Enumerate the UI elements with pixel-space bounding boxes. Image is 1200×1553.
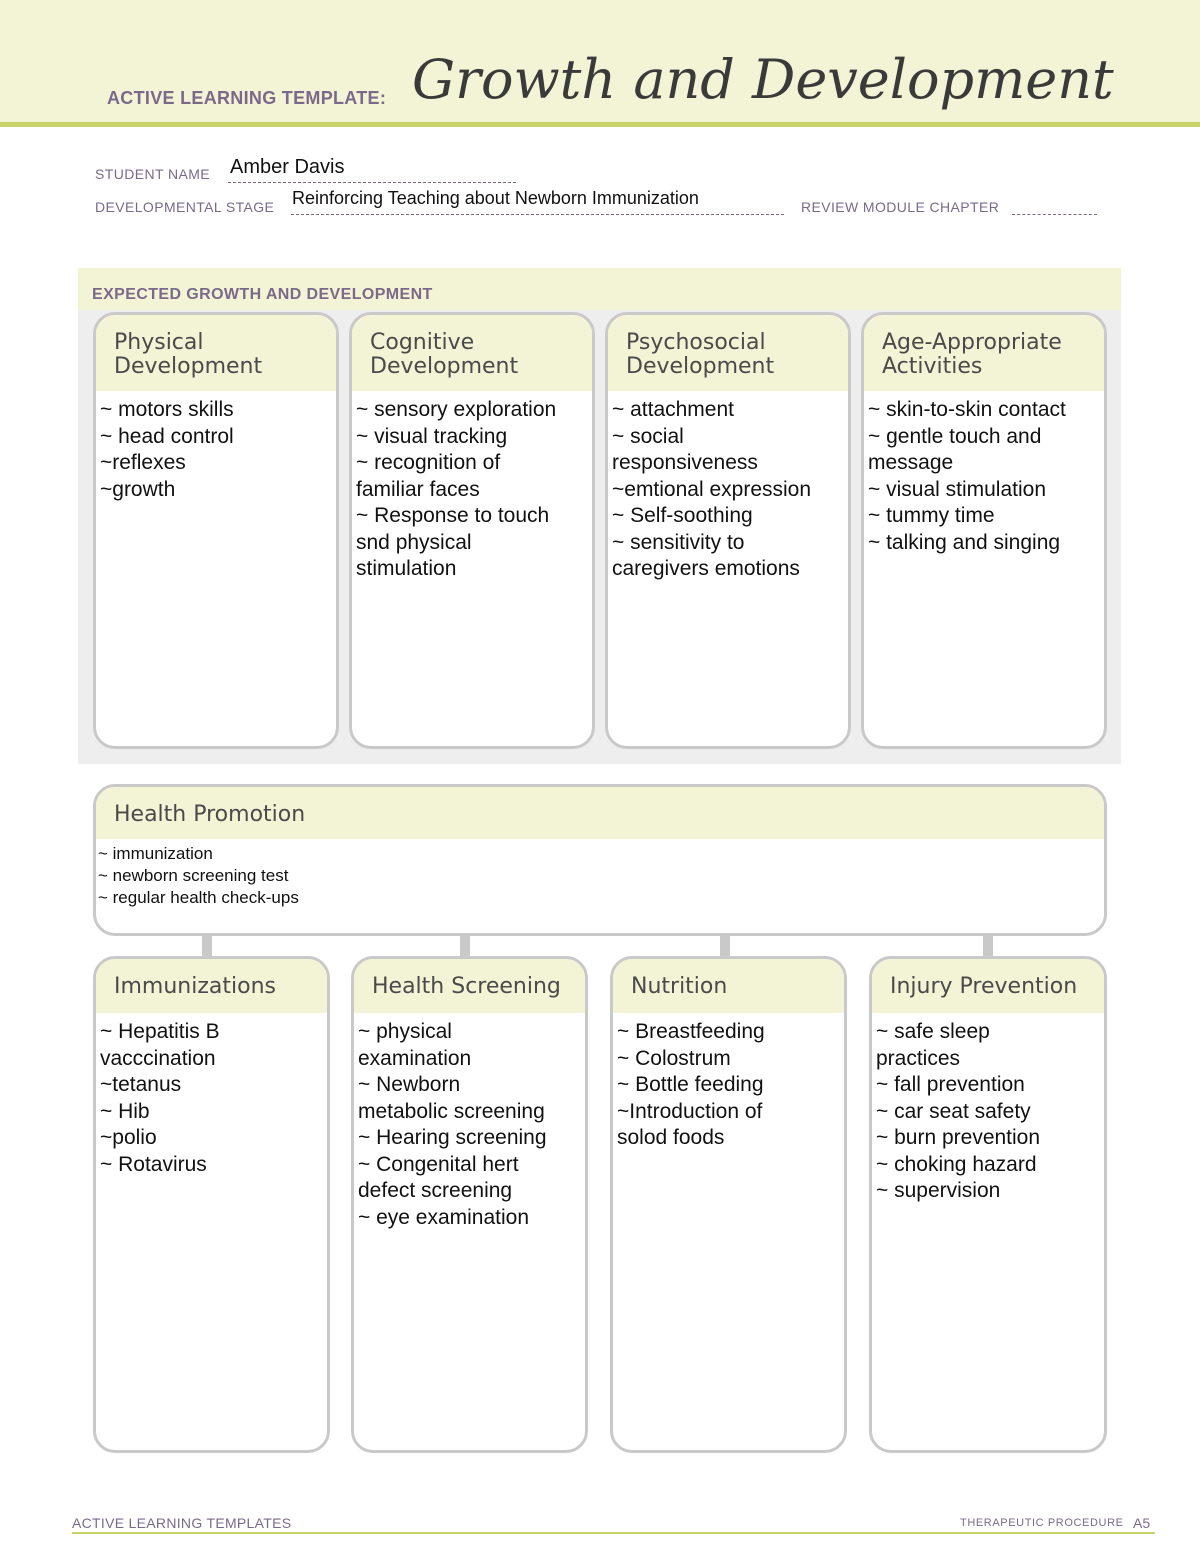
text-line: ~ Hearing screening xyxy=(358,1126,547,1149)
box-title-line2: Development xyxy=(626,354,775,379)
text-line: ~ Newborn xyxy=(358,1073,461,1096)
text-line: ~ Bottle feeding xyxy=(617,1073,764,1096)
injury-prevention-text[interactable] xyxy=(872,1013,1104,1205)
text-line: ~ supervision xyxy=(876,1179,1001,1202)
text-line: practices xyxy=(876,1046,961,1070)
text-line: ~ visual stimulation xyxy=(868,477,1046,501)
injury-prevention-box xyxy=(869,956,1107,1453)
header-divider xyxy=(0,122,1200,127)
box-title-line1: Physical xyxy=(114,330,204,355)
text-line: ~polio xyxy=(100,1126,157,1149)
health-screening-box xyxy=(351,956,588,1453)
student-name-field[interactable]: Amber Davis xyxy=(230,156,345,178)
box-title-line1: Cognitive xyxy=(370,330,475,355)
review-module-field[interactable] xyxy=(1012,214,1097,215)
text-line: ~ newborn screening test xyxy=(98,866,289,885)
box-header xyxy=(354,959,585,1013)
health-promotion-text[interactable] xyxy=(96,839,1104,909)
text-line: ~ Breastfeeding xyxy=(617,1020,765,1043)
text-line: ~ recognition of xyxy=(356,451,501,474)
text-line: ~ social xyxy=(612,424,684,448)
developmental-stage-line xyxy=(291,214,784,215)
box-title-line1: Age-Appropriate xyxy=(882,330,1062,355)
developmental-stage-field[interactable]: Reinforcing Teaching about Newborn Immunization xyxy=(292,188,699,208)
text-line: ~ burn prevention xyxy=(876,1126,1041,1149)
health-promotion-title: Health Promotion xyxy=(114,802,306,827)
immunizations-title: Immunizations xyxy=(114,974,276,999)
text-line: ~ motors skills xyxy=(100,398,234,421)
student-name-line xyxy=(228,182,516,183)
box-header xyxy=(608,315,848,391)
footer-left-label: ACTIVE LEARNING TEMPLATES xyxy=(72,1515,292,1531)
connector xyxy=(720,934,730,956)
text-line: ~ skin-to-skin contact xyxy=(868,398,1066,421)
text-line: defect screening xyxy=(358,1179,513,1202)
text-line: ~ head control xyxy=(100,424,234,448)
text-line: ~emtional expression xyxy=(612,477,812,501)
text-line: metabolic screening xyxy=(358,1099,545,1123)
footer-right-label: THERAPEUTIC PROCEDURE xyxy=(960,1517,1124,1529)
text-line: ~ Colostrum xyxy=(617,1046,731,1070)
page-title: Growth and Development xyxy=(412,48,1114,111)
age-appropriate-activities-text[interactable] xyxy=(864,391,1104,556)
nutrition-box xyxy=(610,956,847,1453)
box-header xyxy=(864,315,1104,391)
cognitive-development-box xyxy=(349,312,595,749)
text-line: ~tetanus xyxy=(100,1073,182,1096)
box-title-line2: Development xyxy=(114,354,263,379)
expected-section-title: EXPECTED GROWTH AND DEVELOPMENT xyxy=(92,286,433,303)
age-appropriate-activities-box xyxy=(861,312,1107,749)
nutrition-title: Nutrition xyxy=(631,974,728,999)
box-title-line1: Psychosocial xyxy=(626,330,766,355)
text-line: message xyxy=(868,451,954,474)
cognitive-development-text[interactable] xyxy=(352,391,592,583)
text-line: ~ Hib xyxy=(100,1099,150,1123)
connector xyxy=(983,934,993,956)
immunizations-text[interactable] xyxy=(96,1013,327,1178)
nutrition-text[interactable] xyxy=(613,1013,844,1152)
text-line: ~ Response to touch xyxy=(356,504,550,527)
text-line: solod foods xyxy=(617,1126,725,1149)
box-title-line2: Development xyxy=(370,354,519,379)
box-header xyxy=(96,787,1104,839)
text-line: ~Introduction of xyxy=(617,1099,763,1123)
text-line: stimulation xyxy=(356,557,457,580)
connector xyxy=(202,934,212,956)
text-line: ~ Rotavirus xyxy=(100,1152,207,1176)
text-line: ~ attachment xyxy=(612,398,734,421)
text-line: ~ gentle touch and xyxy=(868,424,1042,448)
text-line: familiar faces xyxy=(356,477,480,501)
psychosocial-development-box xyxy=(605,312,851,749)
text-line: ~ immunization xyxy=(98,844,213,863)
text-line: ~ sensitivity to xyxy=(612,530,745,554)
text-line: ~ physical xyxy=(358,1020,452,1043)
text-line: caregivers emotions xyxy=(612,557,800,580)
page-number: A5 xyxy=(1133,1515,1151,1531)
box-header xyxy=(352,315,592,391)
psychosocial-development-text[interactable] xyxy=(608,391,848,583)
immunizations-box xyxy=(93,956,330,1453)
injury-prevention-title: Injury Prevention xyxy=(890,974,1078,999)
text-line: ~ talking and singing xyxy=(868,530,1061,554)
text-line: responsiveness xyxy=(612,451,758,474)
text-line: ~ sensory exploration xyxy=(356,398,557,421)
box-title-line2: Activities xyxy=(882,354,983,379)
review-module-label: REVIEW MODULE CHAPTER xyxy=(801,199,1000,215)
text-line: ~ eye examination xyxy=(358,1205,530,1229)
text-line: ~ tummy time xyxy=(868,504,995,527)
text-line: ~ Hepatitis B xyxy=(100,1020,220,1043)
footer-divider xyxy=(72,1532,1155,1534)
connector xyxy=(460,934,470,956)
template-label: ACTIVE LEARNING TEMPLATE: xyxy=(107,88,387,108)
health-promotion-box xyxy=(93,784,1107,936)
text-line: ~ Congenital hert xyxy=(358,1152,519,1176)
physical-development-text[interactable] xyxy=(96,391,336,503)
text-line: ~ fall prevention xyxy=(876,1073,1025,1096)
box-header xyxy=(96,315,336,391)
text-line: ~ Self-soothing xyxy=(612,504,753,527)
box-header xyxy=(872,959,1104,1013)
text-line: ~ car seat safety xyxy=(876,1099,1031,1123)
developmental-stage-label: DEVELOPMENTAL STAGE xyxy=(95,199,275,215)
text-line: ~ safe sleep xyxy=(876,1020,990,1043)
health-screening-text[interactable] xyxy=(354,1013,585,1231)
text-line: ~ choking hazard xyxy=(876,1152,1037,1176)
health-screening-title: Health Screening xyxy=(372,974,561,999)
text-line: snd physical xyxy=(356,530,472,554)
text-line: ~ regular health check-ups xyxy=(98,888,299,907)
physical-development-box xyxy=(93,312,339,749)
text-line: ~growth xyxy=(100,477,176,501)
student-name-label: STUDENT NAME xyxy=(95,166,210,182)
box-header xyxy=(96,959,327,1013)
text-line: examination xyxy=(358,1046,472,1070)
text-line: ~ visual tracking xyxy=(356,424,508,448)
box-header xyxy=(613,959,844,1013)
text-line: ~reflexes xyxy=(100,451,186,474)
text-line: vacccination xyxy=(100,1046,216,1070)
